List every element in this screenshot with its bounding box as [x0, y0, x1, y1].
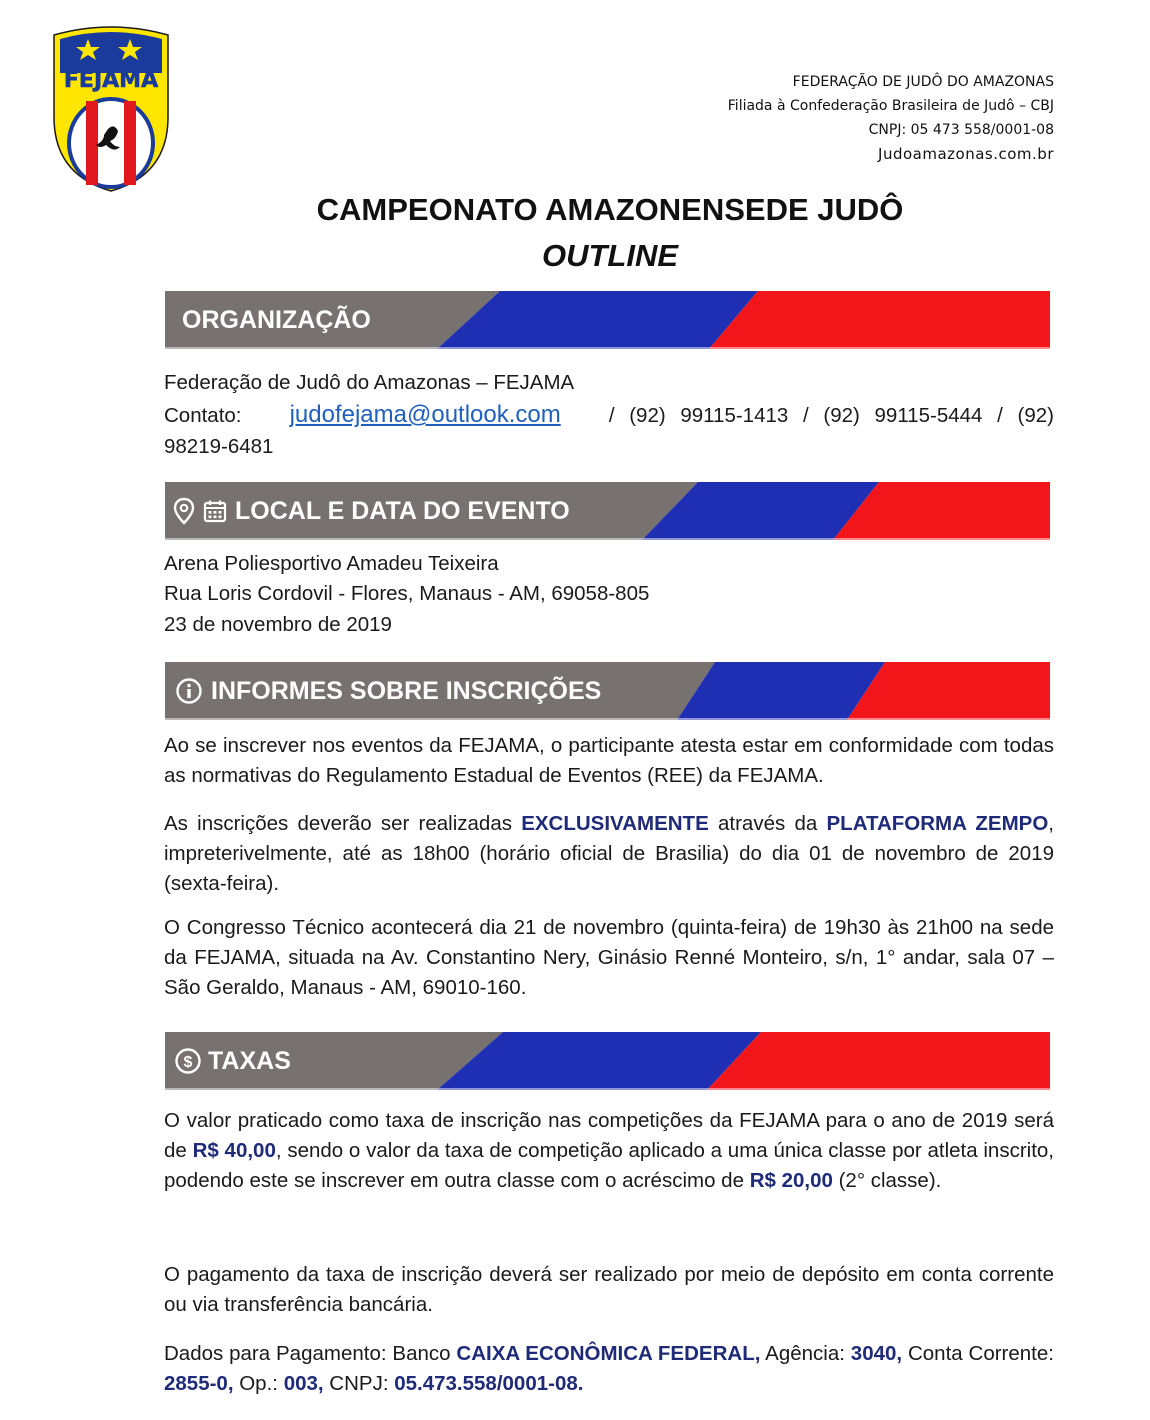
taxas-p3-text-e: CNPJ: [329, 1372, 389, 1395]
event-venue: Arena Poliesportivo Amadeu Teixeira [164, 552, 499, 575]
contact-email-link[interactable]: judofejama@outlook.com [289, 401, 561, 428]
taxas-p3-agencia: 3040, [850, 1342, 903, 1365]
info-icon [175, 677, 203, 705]
header-federation-name: FEDERAÇÃO DE JUDÔ DO AMAZONAS [792, 74, 1054, 90]
taxas-p3-text-c: Conta Corrente: [907, 1342, 1054, 1365]
section-title-inscricoes: INFORMES SOBRE INSCRIÇÕES [211, 676, 602, 705]
page-title: CAMPEONATO AMAZONENSEDE JUDÔ [316, 192, 904, 227]
organization-header [728, 70, 1054, 166]
calendar-icon [203, 499, 227, 523]
org-name: Federação de Judô do Amazonas – FEJAMA [164, 371, 575, 394]
taxas-p1-text-c: , sendo o valor da taxa de competição aplicado a uma única classe por atleta inscrito, podendo este se inscrever em outra classe com o acréscimo de [164, 1139, 1055, 1192]
contact-phone-continued: 98219-6481 [164, 435, 274, 458]
taxas-p3-conta: 2855-0, [164, 1372, 234, 1395]
taxas-p3-text-d: Op.: [239, 1372, 278, 1395]
header-affiliation: Filiada à Confederação Brasileira de Judô – CBJ [727, 98, 1054, 114]
taxas-p3-bank: CAIXA ECONÔMICA FEDERAL, [456, 1342, 761, 1365]
taxas-p1-text-a: O valor praticado como taxa de inscrição nas competições da FEJAMA para o ano de 2019 será de [164, 1109, 1054, 1162]
taxas-p1-text-e: (2° classe). [838, 1169, 942, 1192]
svg-text:$: $ [183, 1054, 193, 1071]
inscricoes-p2-plataforma: PLATAFORMA ZEMPO [826, 812, 1049, 835]
inscricoes-paragraph-3: O Congresso Técnico acontecerá dia 21 de novembro (quinta-feira) de 19h30 às 21h00 na sede da FEJAMA, situada na Av. Constantino Nery, Ginásio Renné Monteiro, s/n, 1° andar, sala 07 – São Geraldo, Manaus - AM, 69010-160. [164, 916, 1054, 999]
inscricoes-p2-text-a: As inscrições deverão ser realizadas [164, 812, 512, 835]
inscricoes-p2-text-e: , impreterivelmente, até as 18h00 (horário oficial de Brasilia) do dia 01 de novembro de 2019 (sexta-feira). [164, 812, 1054, 895]
section-title-organizacao: ORGANIZAÇÃO [182, 305, 371, 334]
fejama-logo [50, 25, 172, 195]
contact-label: Contato: [164, 404, 242, 427]
page-subtitle: OUTLINE [541, 238, 679, 273]
section-bar-taxas [165, 1032, 1050, 1090]
event-address: Rua Loris Cordovil - Flores, Manaus - AM, 69058-805 [164, 582, 650, 605]
section-bar-inscricoes [165, 662, 1050, 720]
taxas-paragraph-1 [164, 1106, 1054, 1196]
inscricoes-p2-text-c: através da [718, 812, 818, 835]
header-cnpj: CNPJ: 05 473 558/0001-08 [868, 122, 1054, 138]
taxas-paragraph-3 [164, 1339, 1054, 1399]
taxas-p3-cnpj: 05.473.558/0001-08. [394, 1372, 584, 1395]
inscricoes-paragraph-1: Ao se inscrever nos eventos da FEJAMA, o participante atesta estar em conformidade com todas as normativas do Regulamento Estadual de Eventos (REE) da FEJAMA. [164, 734, 1054, 787]
taxas-p1-value-20: R$ 20,00 [749, 1169, 833, 1192]
logo-text: FEJAMA [63, 68, 159, 93]
section-bar-stripes [165, 1032, 1050, 1090]
taxas-p3-text-b: Agência: [765, 1342, 845, 1365]
header-website: Judoamazonas.com.br [878, 145, 1054, 163]
section-title-taxas: TAXAS [208, 1046, 291, 1075]
section-bar-organizacao [165, 291, 1050, 349]
inscricoes-paragraph-2 [164, 809, 1054, 899]
event-date: 23 de novembro de 2019 [164, 613, 392, 636]
taxas-p1-value-40: R$ 40,00 [192, 1139, 276, 1162]
contact-phones: / (92) 99115-1413 / (92) 99115-5444 / (92) [608, 404, 1054, 427]
section-bar-local [165, 482, 1050, 540]
location-pin-icon [173, 497, 195, 525]
contact-line [164, 400, 1054, 431]
section-title-local: LOCAL E DATA DO EVENTO [235, 496, 570, 525]
taxas-p3-text-a: Dados para Pagamento: Banco [164, 1342, 451, 1365]
taxas-paragraph-2: O pagamento da taxa de inscrição deverá ser realizado por meio de depósito em conta corrente ou via transferência bancária. [164, 1263, 1054, 1316]
taxas-p3-op: 003, [283, 1372, 324, 1395]
inscricoes-p2-exclusivamente: EXCLUSIVAMENTE [521, 812, 709, 835]
dollar-coin-icon [174, 1047, 202, 1075]
